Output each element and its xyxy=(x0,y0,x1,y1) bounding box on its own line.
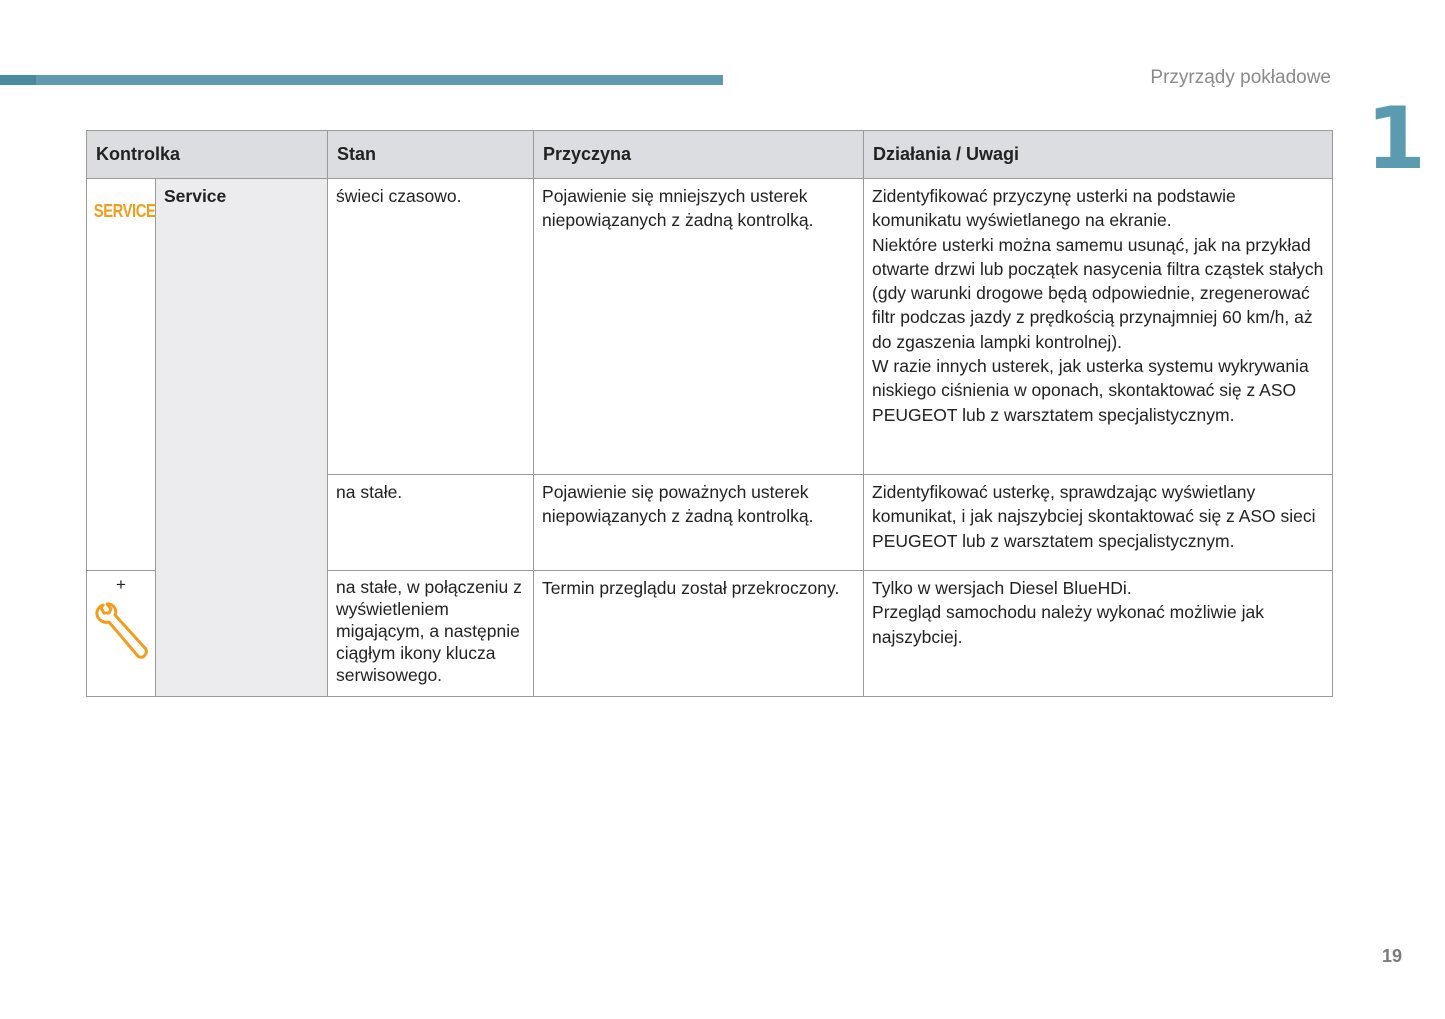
warning-label-cell xyxy=(156,179,328,697)
plus-sign: + xyxy=(116,575,126,594)
warning-lights-table xyxy=(86,130,1333,697)
stan-cell xyxy=(328,571,534,697)
header-dzialania: Działania / Uwagi xyxy=(864,131,1333,179)
dzialania-text: Tylko w wersjach Diesel BlueHDi. xyxy=(872,578,1132,598)
przyczyna-cell xyxy=(534,571,864,697)
przyczyna-cell xyxy=(534,475,864,571)
header-accent-bar-cap xyxy=(0,75,36,85)
wrench-icon-cell xyxy=(87,571,156,697)
przyczyna-text: Pojawienie się mniejszych usterek niepowiązanych z żadną kontrolką. xyxy=(542,186,814,231)
przyczyna-text: Termin przeglądu został przekroczony. xyxy=(542,578,840,598)
chapter-number: 1 xyxy=(1366,89,1426,189)
dzialania-cell xyxy=(864,179,1333,475)
dzialania-text: Zidentyfikować usterkę, sprawdzając wyświetlany komunikat, i jak najszybciej skontaktować się z ASO sieci PEUGEOT lub z warsztatem specjalistycznym. xyxy=(872,482,1316,551)
stan-cell xyxy=(328,475,534,571)
table-header-row xyxy=(87,131,1333,179)
dzialania-text: Zidentyfikować przyczynę usterki na podstawie komunikatu wyświetlanego na ekranie. xyxy=(872,186,1236,231)
dzialania-text: Przegląd samochodu należy wykonać możliwie jak najszybciej. xyxy=(872,602,1265,647)
page-number: 19 xyxy=(1382,946,1403,966)
dzialania-cell xyxy=(864,571,1333,697)
stan-cell xyxy=(328,179,534,475)
section-title: Przyrządy pokładowe xyxy=(1150,67,1331,88)
warning-label: Service xyxy=(164,186,227,206)
dzialania-text: Niektóre usterki można samemu usunąć, jak na przykład otwarte drzwi lub początek nasycenia filtra cząstek stałych (gdy warunki drogowe będą odpowiednie, zregenerować filtr podczas jazdy z prędkością przynajmniej 60 km/h, aż do zgaszenia lampki kontrolnej). xyxy=(872,234,1324,352)
table-row xyxy=(87,179,1333,475)
header-kontrolka: Kontrolka xyxy=(87,131,328,179)
service-icon-cell xyxy=(87,179,156,571)
stan-text: na stałe, w połączeniu z wyświetleniem migającym, a następnie ciągłym ikony klucza serwisowego. xyxy=(336,577,522,685)
przyczyna-cell xyxy=(534,179,864,475)
stan-text: świeci czasowo. xyxy=(336,186,462,206)
dzialania-cell xyxy=(864,475,1333,571)
wrench-icon xyxy=(93,601,149,661)
header-stan: Stan xyxy=(328,131,534,179)
stan-text: na stałe. xyxy=(336,482,403,502)
service-icon: SERVICE xyxy=(93,201,156,221)
header-przyczyna: Przyczyna xyxy=(534,131,864,179)
dzialania-text: W razie innych usterek, jak usterka systemu wykrywania niskiego ciśnienia w oponach, skontaktować się z ASO PEUGEOT lub z warsztatem specjalistycznym. xyxy=(872,356,1309,425)
przyczyna-text: Pojawienie się poważnych usterek niepowiązanych z żadną kontrolką. xyxy=(542,482,814,527)
header-accent-bar xyxy=(0,75,723,85)
